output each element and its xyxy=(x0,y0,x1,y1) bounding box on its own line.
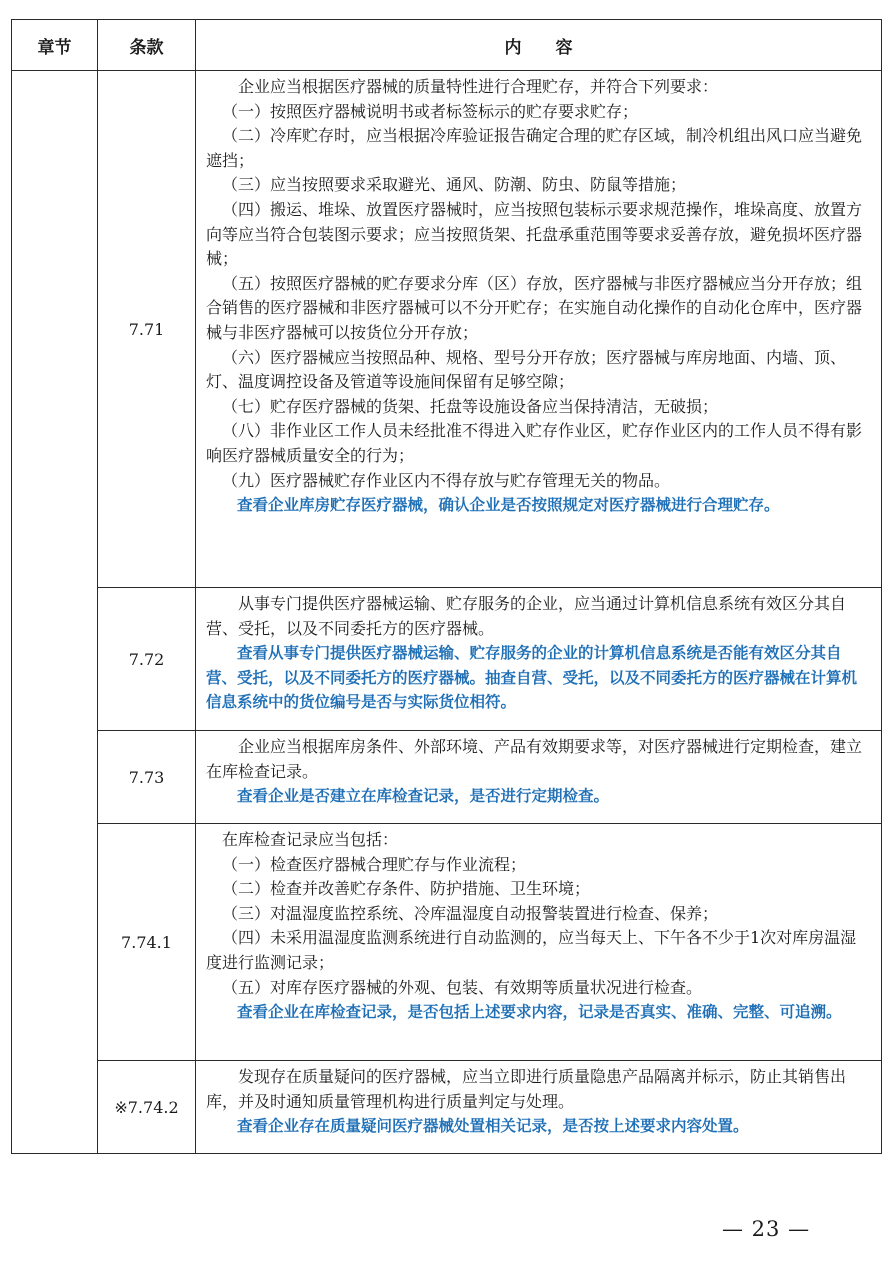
clause-cell: 7.71 xyxy=(98,71,196,588)
content-line: 企业应当根据库房条件、外部环境、产品有效期要求等，对医疗器械进行定期检查，建立在库检查记录。 xyxy=(206,737,863,781)
content-line: （一）检查医疗器械合理贮存与作业流程； xyxy=(222,854,527,874)
inspection-table xyxy=(11,19,882,1154)
content-line: （八）非作业区工作人员未经批准不得进入贮存作业区，贮存作业区内的工作人员不得有影响医疗器械质量安全的行为； xyxy=(206,421,863,465)
table-header-row xyxy=(12,20,882,71)
table-row xyxy=(12,71,882,588)
page-number: — 23 — xyxy=(722,1217,811,1241)
content-line: （四）未采用温湿度监测系统进行自动监测的，应当每天上、下午各不少于1次对库房温湿度进行监测记录； xyxy=(206,928,857,972)
content-cell xyxy=(196,1061,882,1154)
check-method: 查看企业在库检查记录，是否包括上述要求内容，记录是否真实、准确、完整、可追溯。 xyxy=(237,1003,842,1022)
content-cell xyxy=(196,71,882,588)
content-line: 企业应当根据医疗器械的质量特性进行合理贮存，并符合下列要求： xyxy=(238,77,719,96)
table-row xyxy=(12,1061,882,1154)
clause-cell: 7.74.1 xyxy=(98,824,196,1061)
content-line: （九）医疗器械贮存作业区内不得存放与贮存管理无关的物品。 xyxy=(222,470,671,490)
header-chapter: 章节 xyxy=(12,20,98,71)
check-method: 查看从事专门提供医疗器械运输、贮存服务的企业的计算机信息系统是否能有效区分其自营、受托，以及不同委托方的医疗器械。抽查自营、受托，以及不同委托方的医疗器械在计算机信息系统中的货位编号是否与实际货位相符。 xyxy=(206,644,858,712)
content-cell xyxy=(196,731,882,824)
content-line: （四）搬运、堆垛、放置医疗器械时，应当按照包装标示要求规范操作，堆垛高度、放置方向等应当符合包装图示要求；应当按照货架、托盘承重范围等要求妥善存放，避免损坏医疗器械； xyxy=(206,199,863,269)
content-line: （二）冷库贮存时，应当根据冷库验证报告确定合理的贮存区域，制冷机组出风口应当避免遮挡； xyxy=(206,126,863,170)
content-line: （五）对库存医疗器械的外观、包装、有效期等质量状况进行检查。 xyxy=(222,977,703,997)
content-line: （三）应当按照要求采取避光、通风、防潮、防虫、防鼠等措施； xyxy=(222,175,687,195)
check-method: 查看企业存在质量疑问医疗器械处置相关记录，是否按上述要求内容处置。 xyxy=(237,1117,749,1136)
content-line: 从事专门提供医疗器械运输、贮存服务的企业，应当通过计算机信息系统有效区分其自营、受托，以及不同委托方的医疗器械。 xyxy=(206,594,847,638)
content-line: 发现存在质量疑问的医疗器械，应当立即进行质量隐患产品隔离并标示，防止其销售出库，并及时通知质量管理机构进行质量判定与处理。 xyxy=(206,1067,847,1111)
check-method: 查看企业库房贮存医疗器械，确认企业是否按照规定对医疗器械进行合理贮存。 xyxy=(237,496,780,515)
check-method: 查看企业是否建立在库检查记录，是否进行定期检查。 xyxy=(237,787,610,806)
clause-cell: 7.72 xyxy=(98,588,196,731)
content-line: （五）按照医疗器械的贮存要求分库（区）存放，医疗器械与非医疗器械应当分开存放；组合销售的医疗器械和非医疗器械可以不分开贮存；在实施自动化操作的自动化仓库中，医疗器械与非医疗器械可以按货位分开存放； xyxy=(206,273,863,342)
content-line: （一）按照医疗器械说明书或者标签标示的贮存要求贮存； xyxy=(222,101,639,121)
content-line: 在库检查记录应当包括： xyxy=(222,830,399,849)
content-line: （三）对温湿度监控系统、冷库温湿度自动报警装置进行检查、保养； xyxy=(222,903,719,923)
table-row xyxy=(12,588,882,731)
table-row xyxy=(12,731,882,824)
table-row xyxy=(12,824,882,1061)
clause-cell: 7.73 xyxy=(98,731,196,824)
content-cell xyxy=(196,824,882,1061)
content-line: （六）医疗器械应当按照品种、规格、型号分开存放；医疗器械与库房地面、内墙、顶、灯、温度调控设备及管道等设施间保留有足够空隙； xyxy=(206,347,847,392)
content-line: （七）贮存医疗器械的货架、托盘等设施设备应当保持清洁，无破损； xyxy=(222,396,719,416)
chapter-cell xyxy=(12,71,98,1154)
header-clause: 条款 xyxy=(98,20,196,71)
header-content: 内 容 xyxy=(196,20,882,71)
content-cell xyxy=(196,588,882,731)
clause-cell: ※7.74.2 xyxy=(98,1061,196,1154)
content-line: （二）检查并改善贮存条件、防护措施、卫生环境； xyxy=(222,879,591,899)
